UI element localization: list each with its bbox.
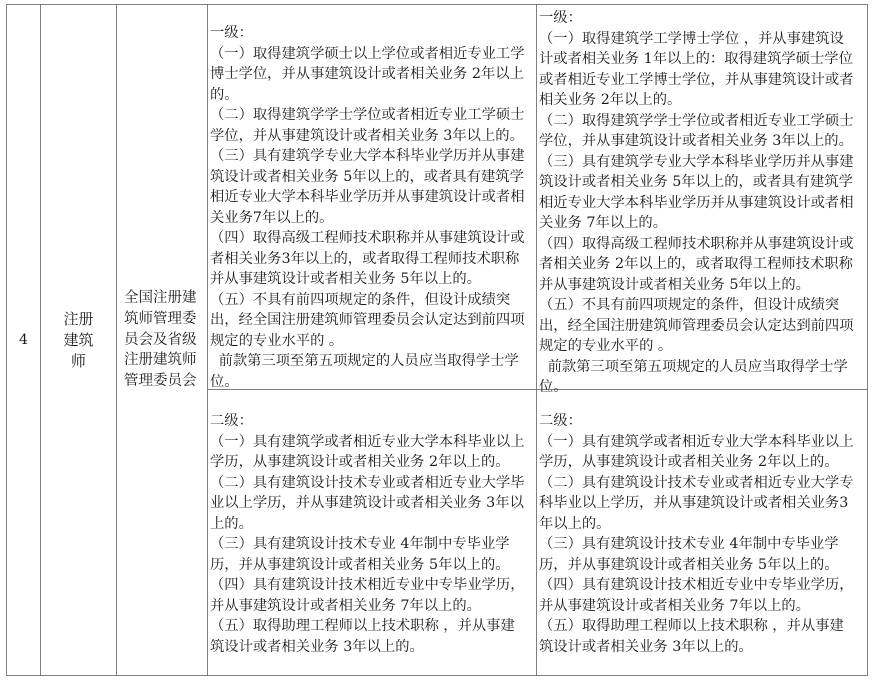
- column-divider-4: [536, 4, 537, 676]
- old-level1-item: （二）取得建筑学学士学位或者相近专业工学硕士学位，并从事建筑设计或者相关业务 3年以上的。: [210, 107, 525, 144]
- row-number: 4: [19, 332, 28, 348]
- old-level2-cell: [210, 411, 528, 673]
- new-level1-note: 前款第三项至第五项规定的人员应当取得学士学位。: [539, 358, 848, 395]
- new-level2-heading: 二级：: [539, 413, 582, 429]
- old-level1-item: （四）取得高级工程师技术职称并从事建筑设计或者相关业务3年以上的，或者取得工程师技术职称并从事建筑设计或者相关业务 5年以上的。: [210, 230, 525, 287]
- table-bottom-border: [6, 675, 868, 676]
- column-divider-3: [207, 4, 208, 676]
- new-level2-item: （一）具有建筑学或者相近专业大学本科毕业以上学历，从事建筑设计或者相关业务 2年以上的。: [539, 433, 854, 470]
- new-level2-item: （五）取得助理工程师以上技术职称 ，并从事建筑设计或者相关业务 3年以上的。: [539, 618, 844, 655]
- qualification-name: 注册建筑师: [63, 309, 94, 370]
- row-number-cell: [7, 5, 40, 675]
- table-right-border: [867, 4, 868, 676]
- new-level2-item: （四）具有建筑设计技术相近专业中专毕业学历，并从事建筑设计或者相关业务 7年以上的。: [539, 577, 854, 614]
- new-level1-item: （二）取得建筑学学士学位或者相近专业工学硕士学位，并从事建筑设计或者相关业务 3年以上的。: [539, 112, 854, 149]
- new-level1-item: （三）具有建筑学专业大学本科毕业学历并从事建筑设计或者相关业务 5年以上的，或者具有建筑学相近专业大学本科毕业学历并从事建筑设计或者相关业务 7年以上的。: [539, 153, 854, 231]
- authority-cell: [117, 5, 207, 675]
- new-level1-item: （一）取得建筑学工学博士学位 ，并从事建筑设计或者相关业务 1年以上的：取得建筑学硕士学位或者相近专业工学博士学位，并从事建筑设计或者相关业务 2年以上的。: [539, 30, 854, 108]
- authority-name: 全国注册建筑师管理委员会及省级注册建筑师管理委员会: [124, 290, 197, 390]
- old-level2-item: （二）具有建筑设计技术专业或者相近专业大学毕业以上学历，并从事建筑设计或者相关业务 3年以上的。: [210, 474, 525, 532]
- new-level1-cell: [539, 8, 857, 395]
- old-level2-item: （五）取得助理工程师以上技术职称 ，并从事建筑设计或者相关业务 3年以上的。: [210, 618, 515, 655]
- new-level1-item: （五）不具有前四项规定的条件，但设计成绩突出，经全国注册建筑师管理委员会认定达到前四项规定的专业水平的 。: [539, 297, 854, 354]
- old-level2-item: （四）具有建筑设计技术相近专业中专毕业学历，并从事建筑设计或者相关业务 7年以上的。: [210, 577, 525, 614]
- old-level2-heading: 二级：: [210, 413, 253, 429]
- new-level1-heading: 一级：: [539, 10, 582, 26]
- old-level1-item: （三）具有建筑学专业大学本科毕业学历并从事建筑设计或者相关业务 5年以上的，或者具有建筑学相近专业大学本科毕业学历并从事建筑设计或者相关业务7年以上的。: [210, 148, 525, 226]
- old-level1-cell: [210, 23, 528, 390]
- old-level1-item: （一）取得建筑学硕士以上学位或者相近专业工学博士学位，并从事建筑设计或者相关业务 2年以上的。: [210, 45, 525, 103]
- new-level2-item: （二）具有建筑设计技术专业或者相近专业大学专科毕业以上学历，并从事建筑设计或者相关业务3年以上的。: [539, 474, 854, 532]
- qualification-cell: [41, 5, 116, 675]
- old-level2-item: （三）具有建筑设计技术专业 4年制中专毕业学历，并从事建筑设计或者相关业务 5年以上的。: [210, 536, 510, 573]
- old-level1-note: 前款第三项至第五项规定的人员应当取得学士学位。: [210, 353, 519, 390]
- new-level2-cell: [539, 411, 857, 673]
- old-level1-heading: 一级：: [210, 25, 253, 41]
- new-level1-item: （四）取得高级工程师技术职称并从事建筑设计或者相关业务 2年以上的，或者取得工程师技术职称并从事建筑设计或者相关业务 5年以上的。: [539, 235, 854, 293]
- new-level2-item: （三）具有建筑设计技术专业 4年制中专毕业学历，并从事建筑设计或者相关业务 5年以上的。: [539, 536, 839, 573]
- old-level1-item: （五）不具有前四项规定的条件，但设计成绩突出，经全国注册建筑师管理委员会认定达到前四项规定的专业水平的 。: [210, 291, 525, 349]
- old-level2-item: （一）具有建筑学或者相近专业大学本科毕业以上学历，从事建筑设计或者相关业务 2年以上的。: [210, 433, 525, 470]
